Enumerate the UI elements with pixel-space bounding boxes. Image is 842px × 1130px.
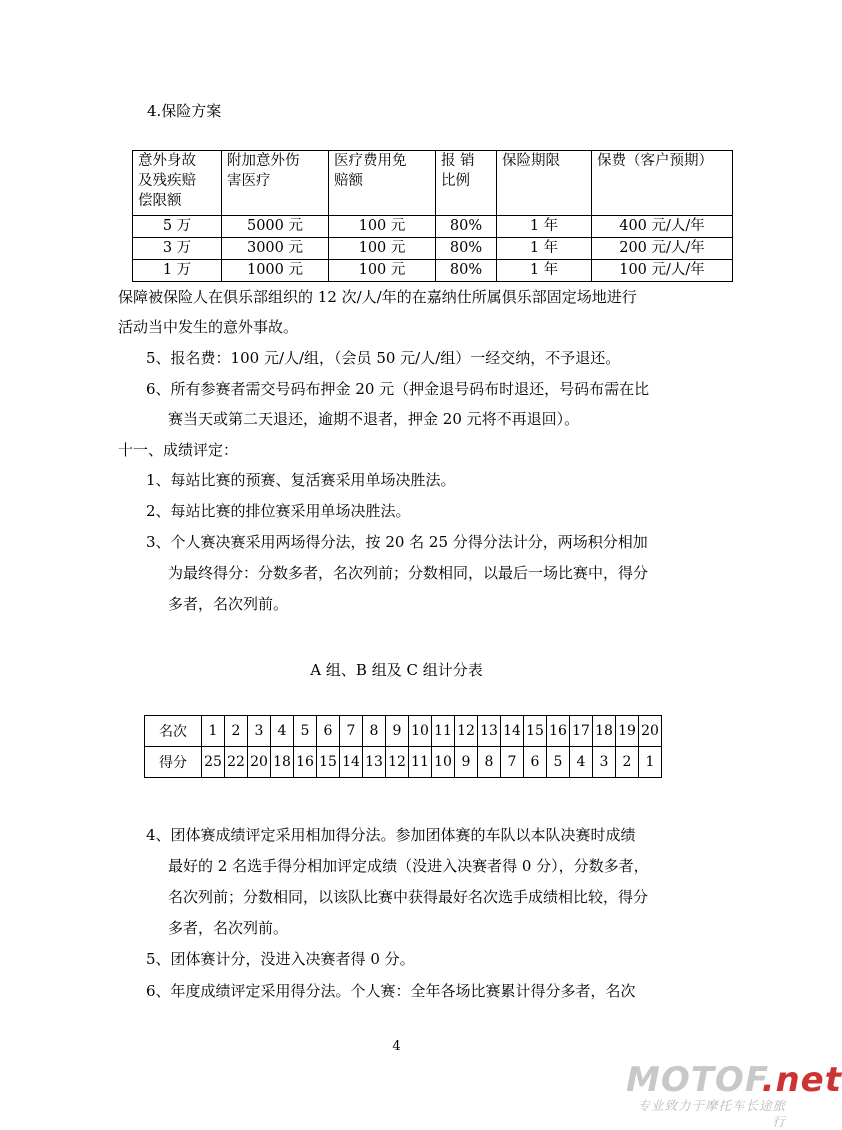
insurance-row: [133, 260, 733, 282]
fee-text: 5、报名费：100 元/人/组，（会员 50 元/人/组）一经交纳，不予退还。: [146, 349, 621, 367]
section-heading: 4.保险方案: [147, 102, 222, 120]
rank-cell: 15: [524, 716, 547, 747]
insurance-header-cell: 保险期限: [497, 151, 592, 216]
coverage-text-line2: 活动当中发生的意外事故。: [118, 318, 299, 336]
rule-3-line1: 3、个人赛决赛采用两场得分法，按 20 名 25 分得分法计分，两场积分相加: [146, 533, 648, 551]
score-table-title: A 组、B 组及 C 组计分表: [310, 661, 483, 679]
score-cell: 4: [570, 747, 593, 778]
insurance-cell: 1 年: [497, 238, 592, 260]
rank-cell: 14: [501, 716, 524, 747]
insurance-cell: 5 万: [133, 216, 222, 238]
rule-1: 1、每站比赛的预赛、复活赛采用单场决胜法。: [146, 471, 456, 489]
rank-cell: 16: [547, 716, 570, 747]
rank-cell: 3: [248, 716, 271, 747]
rank-row: [145, 716, 662, 747]
rank-cell: 13: [478, 716, 501, 747]
score-row: [145, 747, 662, 778]
rule-4-line2: 最好的 2 名选手得分相加评定成绩（没进入决赛者得 0 分），分数多者，: [168, 857, 649, 875]
insurance-cell: 400 元/人/年: [592, 216, 733, 238]
motof-watermark-logo: [626, 1060, 842, 1130]
insurance-header-cell: 意外身故 及残疾赔 偿限额: [133, 151, 222, 216]
rank-cell: 19: [616, 716, 639, 747]
rule-4-line4: 多者，名次列前。: [168, 919, 289, 937]
insurance-cell: 100 元: [329, 238, 436, 260]
insurance-cell: 100 元/人/年: [592, 260, 733, 282]
rank-cell: 2: [225, 716, 248, 747]
score-cell: 11: [409, 747, 432, 778]
insurance-header-cell: 报 销 比例: [436, 151, 497, 216]
score-cell: 12: [386, 747, 409, 778]
score-table: [144, 715, 662, 778]
rank-cell: 20: [639, 716, 662, 747]
rank-cell: 8: [363, 716, 386, 747]
rule-5: 5、团体赛计分，没进入决赛者得 0 分。: [146, 950, 415, 968]
score-cell: 13: [363, 747, 386, 778]
insurance-cell: 100 元: [329, 260, 436, 282]
score-cell: 5: [547, 747, 570, 778]
section-11-heading: 十一、成绩评定：: [118, 441, 239, 459]
rank-cell: 18: [593, 716, 616, 747]
insurance-row: [133, 238, 733, 260]
insurance-cell: 100 元: [329, 216, 436, 238]
insurance-row: [133, 216, 733, 238]
insurance-cell: 1 年: [497, 260, 592, 282]
insurance-cell: 1000 元: [222, 260, 329, 282]
rank-cell: 5: [294, 716, 317, 747]
insurance-cell: 200 元/人/年: [592, 238, 733, 260]
score-cell: 7: [501, 747, 524, 778]
insurance-cell: 5000 元: [222, 216, 329, 238]
watermark-slogan: 专业致力于摩托车长途旅行: [637, 1098, 786, 1129]
insurance-cell: 3000 元: [222, 238, 329, 260]
score-cell: 9: [455, 747, 478, 778]
deposit-text-line1: 6、所有参赛者需交号码布押金 20 元（押金退号码布时退还，号码布需在比: [146, 380, 650, 398]
rank-cell: 12: [455, 716, 478, 747]
insurance-table: [132, 150, 733, 282]
insurance-cell: 1 年: [497, 216, 592, 238]
score-label: 得分: [145, 747, 202, 778]
score-cell: 6: [524, 747, 547, 778]
rank-cell: 1: [202, 716, 225, 747]
score-cell: 14: [340, 747, 363, 778]
score-cell: 2: [616, 747, 639, 778]
rank-cell: 4: [271, 716, 294, 747]
rule-6: 6、年度成绩评定采用得分法。个人赛：全年各场比赛累计得分多者，名次: [146, 982, 636, 1000]
insurance-header-row: [133, 151, 733, 216]
score-cell: 8: [478, 747, 501, 778]
score-cell: 18: [271, 747, 294, 778]
insurance-header-cell: 附加意外伤 害医疗: [222, 151, 329, 216]
insurance-header-cell: 医疗费用免 赔额: [329, 151, 436, 216]
score-cell: 25: [202, 747, 225, 778]
rank-cell: 9: [386, 716, 409, 747]
score-cell: 15: [317, 747, 340, 778]
insurance-cell: 80%: [436, 238, 497, 260]
insurance-cell: 80%: [436, 260, 497, 282]
rank-cell: 10: [409, 716, 432, 747]
score-cell: 1: [639, 747, 662, 778]
deposit-text-line2: 赛当天或第二天退还，逾期不退者，押金 20 元将不再退回）。: [168, 410, 580, 428]
page-number: 4: [392, 1039, 401, 1054]
score-cell: 16: [294, 747, 317, 778]
insurance-header-cell: 保费（客户预期）: [592, 151, 733, 216]
rank-cell: 7: [340, 716, 363, 747]
rank-cell: 6: [317, 716, 340, 747]
score-cell: 3: [593, 747, 616, 778]
rank-label: 名次: [145, 716, 202, 747]
rule-3-line2: 为最终得分：分数多者，名次列前；分数相同，以最后一场比赛中，得分: [168, 564, 649, 582]
rule-3-line3: 多者，名次列前。: [168, 595, 289, 613]
score-cell: 10: [432, 747, 455, 778]
watermark-brand: MOTOF.net: [626, 1060, 842, 1100]
rule-4-line3: 名次列前；分数相同，以该队比赛中获得最好名次选手成绩相比较，得分: [168, 888, 649, 906]
coverage-text-line1: 保障被保险人在俱乐部组织的 12 次/人/年的在嘉纳仕所属俱乐部固定场地进行: [118, 288, 637, 306]
score-cell: 20: [248, 747, 271, 778]
rule-4-line1: 4、团体赛成绩评定采用相加得分法。参加团体赛的车队以本队决赛时成绩: [146, 826, 636, 844]
insurance-cell: 1 万: [133, 260, 222, 282]
rule-2: 2、每站比赛的排位赛采用单场决胜法。: [146, 502, 411, 520]
rank-cell: 17: [570, 716, 593, 747]
insurance-cell: 3 万: [133, 238, 222, 260]
rank-cell: 11: [432, 716, 455, 747]
insurance-cell: 80%: [436, 216, 497, 238]
score-cell: 22: [225, 747, 248, 778]
